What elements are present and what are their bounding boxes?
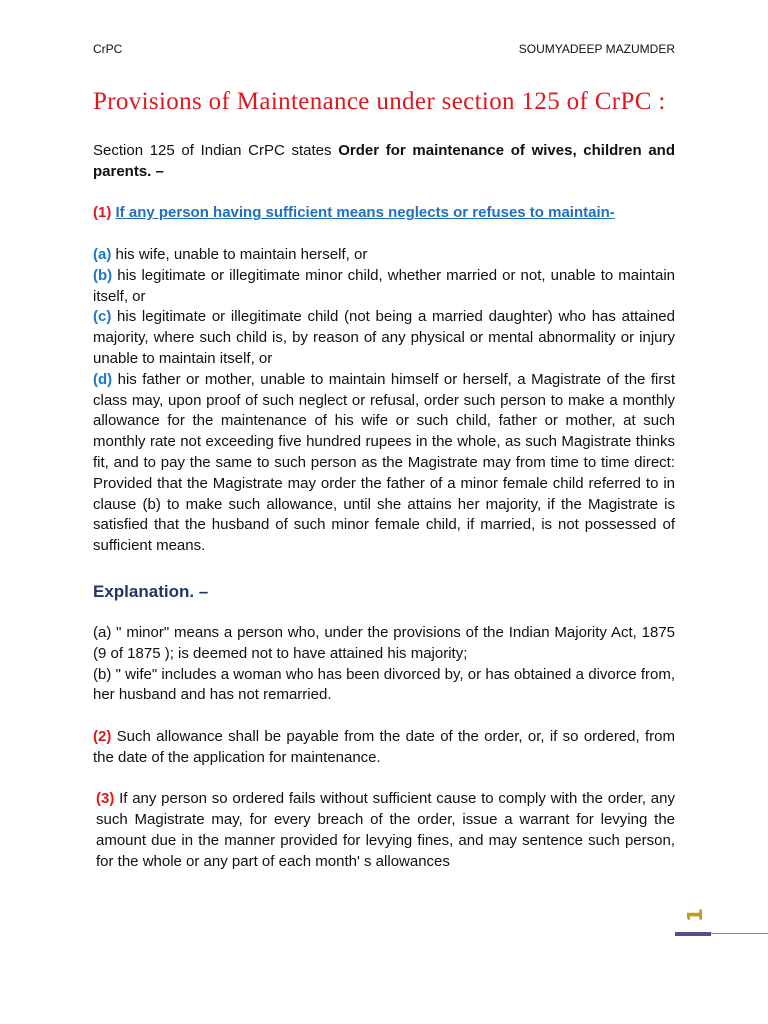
footer-accent-bar	[675, 932, 711, 936]
item-c	[93, 307, 675, 369]
intro-text: Section 125 of Indian CrPC states	[93, 142, 339, 159]
item-c-label: (c)	[93, 308, 112, 326]
document-body	[93, 87, 675, 873]
item-c-text: his legitimate or illegitimate child (not being a married daughter) who has attained majority, where such child is, by reason of any physical or mental abnormality or injury unable to maintain itself, or	[93, 308, 675, 367]
page-header	[93, 42, 675, 60]
header-left: CrPC	[93, 42, 123, 56]
clause-1	[93, 203, 675, 224]
item-d-text: his father or mother, unable to maintain himself or herself, a Magistrate of the first class may, upon proof of such neglect or refusal, order such person to make a monthly allowance for the maintenance of his wife or such child, father or mother, at such monthly rate not exceeding five hundred rupees in the whole, as such Magistrate thinks fit, and to pay the same to such person as the Magistrate may from time to time direct: Provided that the Magistrate may order the father of a minor female child referred to in clause (b) to make such allowance, until she attains her majority, if the Magistrate is satisfied that the husband of such minor female child, if married, is not possessed of sufficient means.	[93, 370, 675, 555]
item-d-label: (d)	[93, 370, 113, 388]
page-number: 1	[683, 908, 707, 922]
intro-bold: Order for maintenance of wives, children and parents. –	[93, 142, 675, 180]
clause-3-text: If any person so ordered fails without sufficient cause to comply with the order, any such Magistrate may, for every breach of the order, issue a warrant for levying the amount due in the manner provided for levying fines, and may sentence such person, for the whole or any part of each month' s allowances	[96, 790, 675, 870]
intro-paragraph	[93, 141, 675, 183]
item-a-label: (a)	[93, 245, 112, 263]
clause-3-number: (3)	[96, 790, 115, 808]
footer-rule	[711, 933, 768, 934]
item-d	[93, 370, 675, 557]
page-title: Provisions of Maintenance under section 125 of CrPC :	[93, 88, 666, 115]
item-b-text: his legitimate or illegitimate minor child, whether married or not, unable to maintain itself, or	[93, 266, 675, 305]
clause-2-text: Such allowance shall be payable from the date of the order, or, if so ordered, from the date of the application for maintenance.	[93, 727, 675, 766]
item-b	[93, 266, 675, 308]
explanation-a: (a) " minor" means a person who, under the provisions of the Indian Majority Act, 1875 (9 of 1875 ); is deemed not to have attained his majority;	[93, 623, 675, 662]
explanation-heading: Explanation. –	[93, 581, 209, 601]
header-author: SOUMYADEEP MAZUMDER	[518, 42, 675, 56]
item-b-label: (b)	[93, 266, 113, 284]
clause-3	[93, 789, 675, 872]
explanation-b: (b) " wife" includes a woman who has been divorced by, or has obtained a divorce from, her husband and has not remarried.	[93, 665, 675, 704]
item-a	[93, 245, 675, 266]
item-a-text: his wife, unable to maintain herself, or	[111, 245, 368, 263]
clause-2	[93, 727, 675, 769]
clause-2-number: (2)	[93, 727, 112, 745]
clause-1-link[interactable]: If any person having sufficient means neglects or refuses to maintain-	[115, 204, 615, 222]
clause-1-number: (1)	[93, 204, 112, 222]
